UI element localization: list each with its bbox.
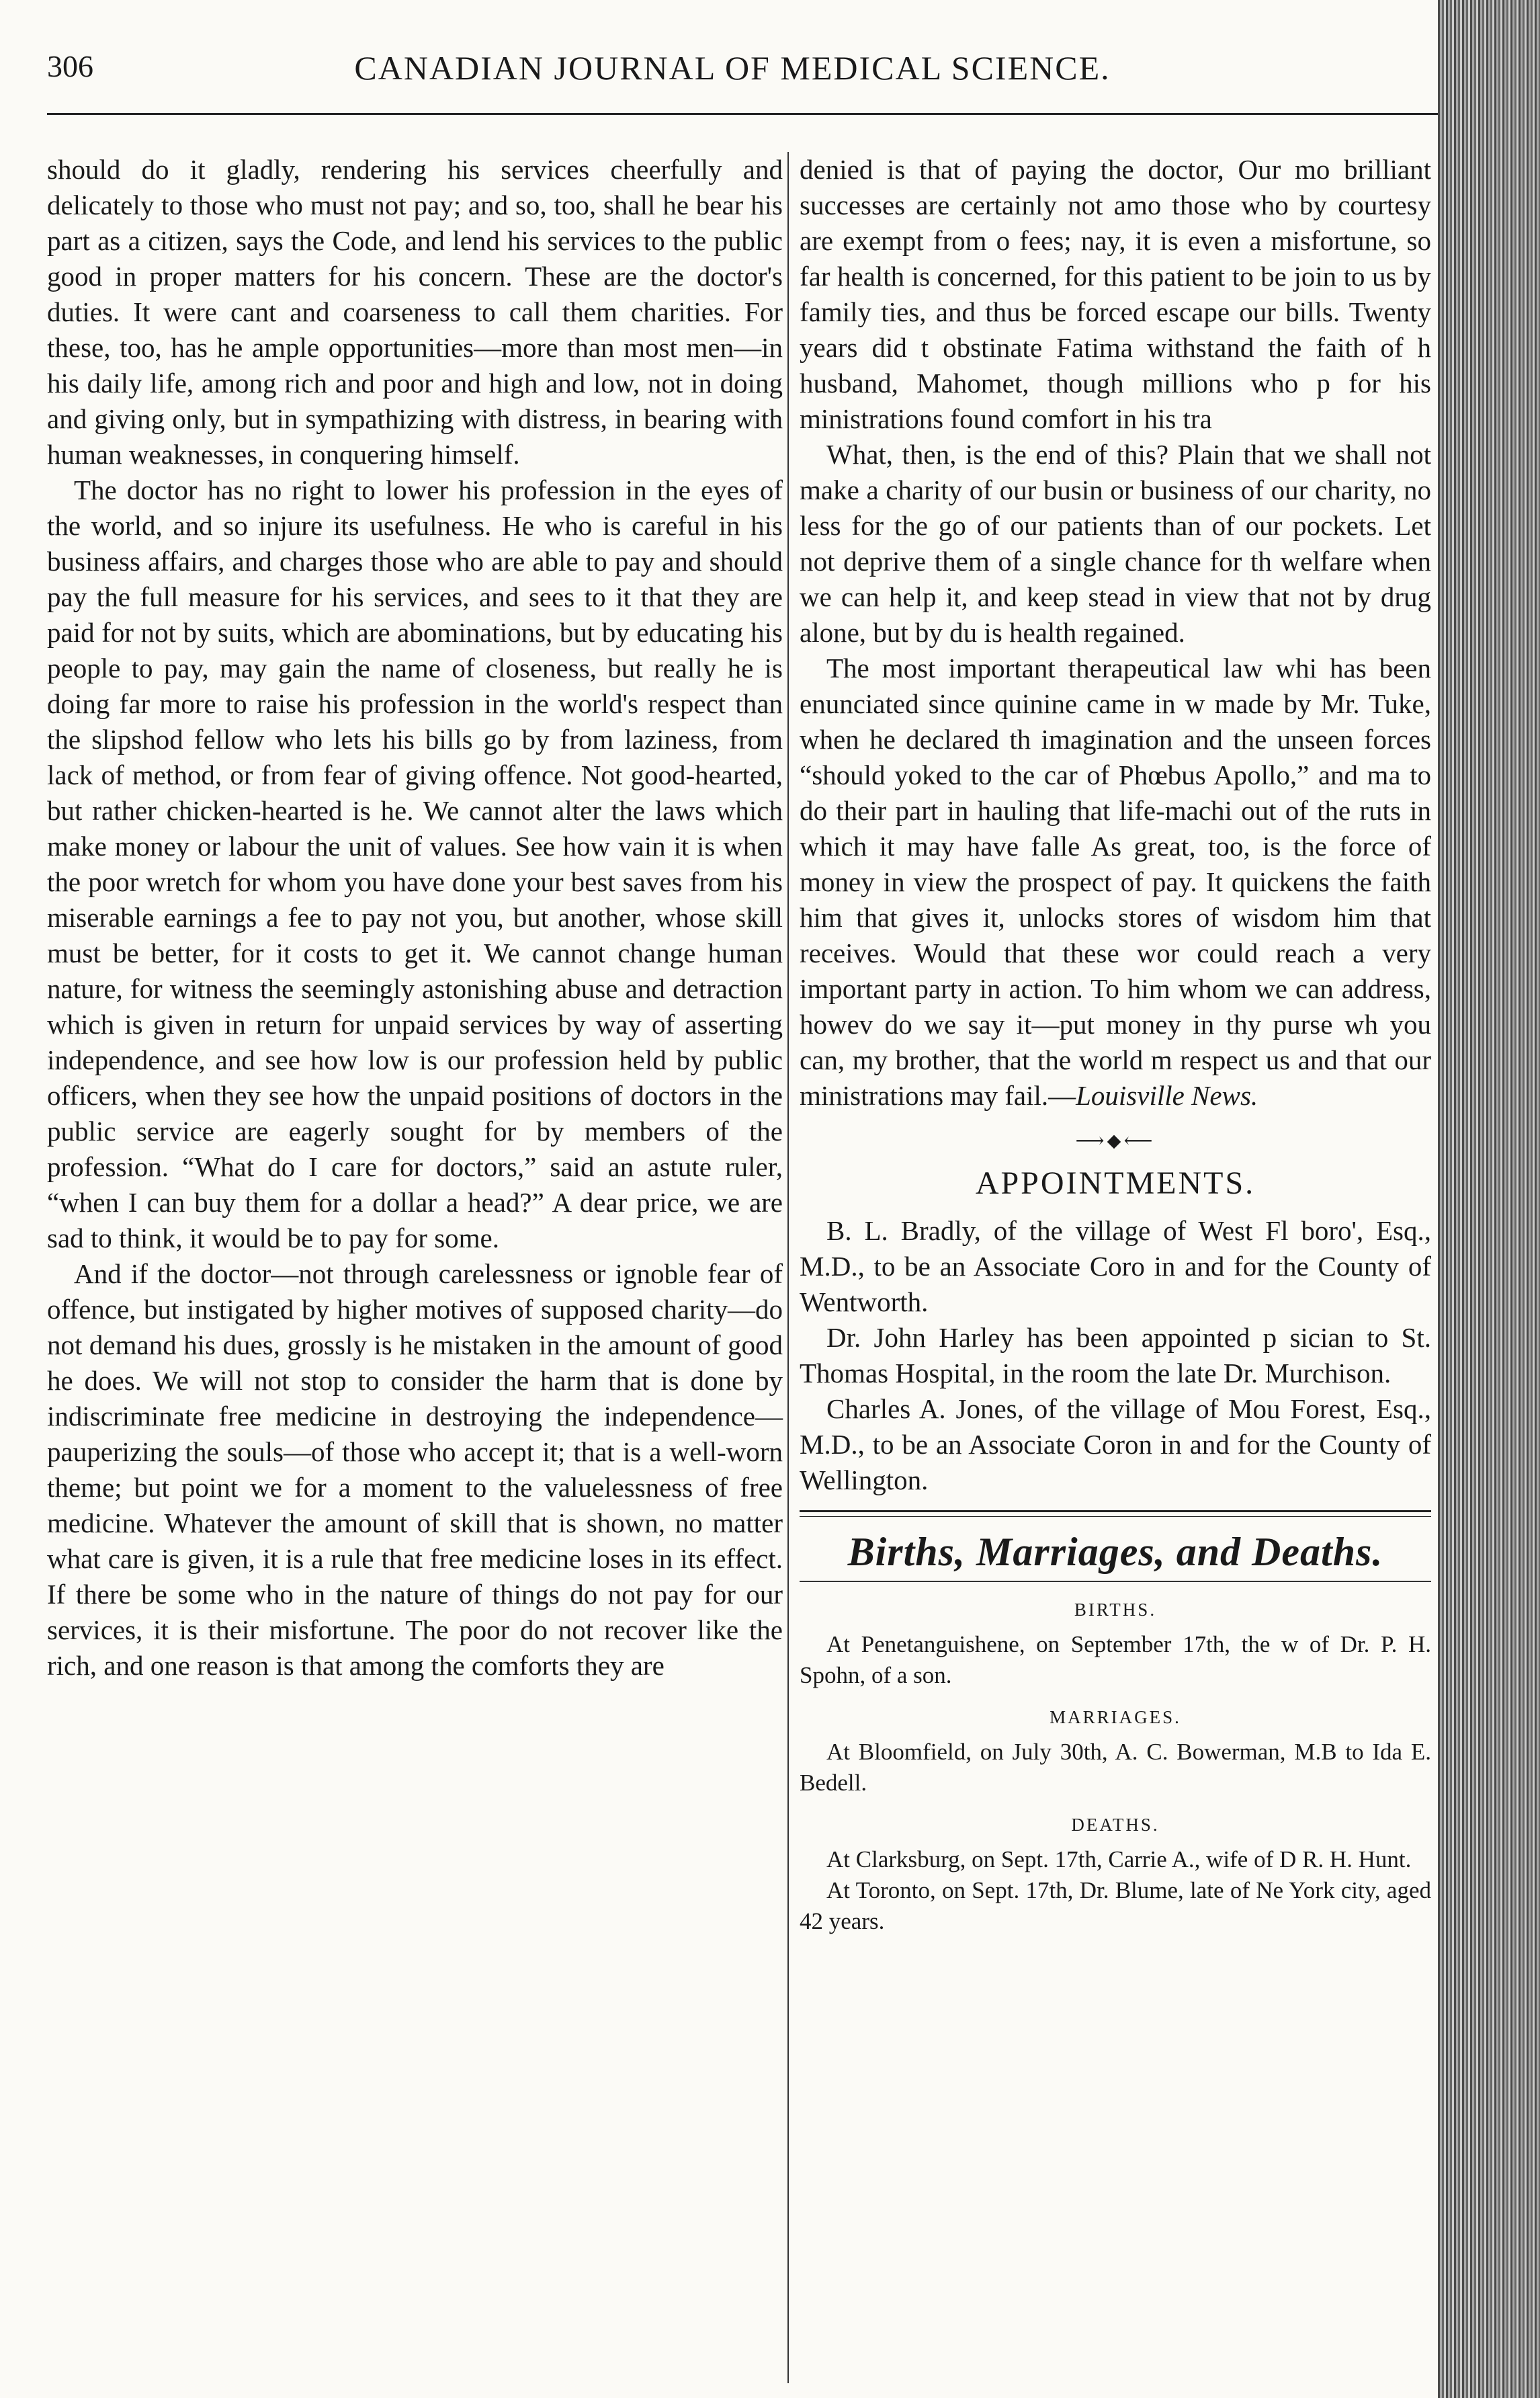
marriages-label: MARRIAGES. xyxy=(1050,1707,1181,1727)
paragraph: And if the doctor—not through carelessness or ignoble fear of offence, but instigated by higher motives of supposed charity—do not demand his dues, grossly is he mistaken in the amount of good he does. We will not stop to consider the harm that is done by indiscriminate free medicine in destroying the independence—pauperizing the souls—of those who accept it; that is a well-worn theme; but point we for a moment to the valuelessness of free medicine. Whatever the amount of skill that is shown, no matter what care is given, it is a rule that free medicine loses in its effect. If there be some who in the nature of things do not pay for our services, it is their misfortune. The poor do not recover like the rich, and one reason is that among the comforts they are xyxy=(47,1258,783,1681)
paragraph: denied is that of paying the doctor, Our mo brilliant successes are certainly not amo those who by courtesy are exempt from o fees; nay, it is even a misfortune, so far health is concerned, for this patient to be join to us by family ties, and thus be forced escape our bills. Twenty years did t obstinate Fatima withstand the faith of h husband, Mahomet, though millions who p for his ministrations found comfort in his tra xyxy=(800,154,1431,434)
divider-ornament: ⟶⬥⟵ xyxy=(1075,1130,1156,1152)
article-source: Louisville News. xyxy=(1076,1080,1258,1111)
header-rule xyxy=(47,113,1438,115)
journal-title: CANADIAN JOURNAL OF MEDICAL SCIENCE. xyxy=(354,49,1111,87)
appointment-item: Charles A. Jones, of the village of Mou Forest, Esq., M.D., to be an Associate Coron in and for the County of Wellington. xyxy=(800,1393,1431,1495)
paragraph-text: The most important therapeutical law whi has been enunciated since quinine came in w made by Mr. Tuke, when he declared th imagination and the unseen forces “should yoked to the car of Phœbus Apollo,” and ma to do their part in hauling that life-machi out of the ruts in which it may have falle As great, too, is the force of money in view the prospect of pay. It quickens the faith him that gives it, unlocks stores of wisdom him that receives. Would that these wor could reach a very important party in action. To him whom we can address, howev do we say it—put money in thy purse wh you can, my brother, that the world m respect us and that our ministrations may fail.— xyxy=(800,653,1431,1111)
paragraph: The doctor has no right to lower his profession in the eyes of the world, and so injure its usefulness. He who is careful in his business affairs, and charges those who are able to pay and should pay the full measure for his services, and sees to it that they are paid for not by suits, which are abominations, but by educating his people to pay, may gain the name of closeness, but really he is doing far more to raise his profession in the world's respect than the slipshod fellow who lets his bills go by from laziness, from lack of method, or from fear of giving offence. Not good-hearted, but rather chicken-hearted is he. We cannot alter the laws which make money or labour the unit of values. See how vain it is when the poor wretch for whom you have done your best saves from his miserable earnings a fee to pay not you, but another, whose skill must be better, for it costs to get it. We cannot change human nature, for witness the seemingly astonishing abuse and detraction which is given in return for unpaid services by way of asserting independence, and see how low is our profession held by public officers, when they see how the unpaid positions of doctors in the public service are eagerly sought for by members of the profession. “What do I care for doctors,” said an astute ruler, “when I can buy them for a dollar a head?” A dear price, we are sad to think, it would be to pay for some. xyxy=(47,474,783,1253)
page-number: 306 xyxy=(47,49,93,83)
births-label: BIRTHS. xyxy=(1074,1600,1157,1620)
scan-edge-shading xyxy=(1438,0,1540,2398)
deaths-label: DEATHS. xyxy=(1071,1815,1160,1835)
death-notice: At Toronto, on Sept. 17th, Dr. Blume, late of Ne York city, aged 42 years. xyxy=(800,1877,1431,1934)
appointments-heading: APPOINTMENTS. xyxy=(975,1165,1256,1201)
left-column xyxy=(47,152,783,1684)
right-column xyxy=(800,152,1431,1937)
notices xyxy=(800,1594,1431,1937)
death-notice: At Clarksburg, on Sept. 17th, Carrie A., wife of D R. H. Hunt. xyxy=(826,1846,1412,1872)
section-rule xyxy=(800,1510,1431,1517)
paragraph: What, then, is the end of this? Plain that we shall not make a charity of our busin or business of our charity, no less for the go of our patients than of our pockets. Let not deprive them of a single chance for th welfare when we can help it, and keep stead in view that not by drug alone, but by du is health regained. xyxy=(800,439,1431,648)
appointment-item: Dr. John Harley has been appointed p sician to St. Thomas Hospital, in the room the late Dr. Murchison. xyxy=(800,1322,1431,1389)
page-header xyxy=(47,48,1418,102)
appointment-item: B. L. Bradly, of the village of West Fl boro', Esq., M.D., to be an Associate Coro in and for the County of Wentworth. xyxy=(800,1215,1431,1317)
section-rule xyxy=(800,1581,1431,1582)
birth-notice: At Penetanguishene, on September 17th, the w of Dr. P. H. Spohn, of a son. xyxy=(800,1631,1431,1688)
paragraph xyxy=(800,651,1431,1114)
column-divider xyxy=(787,152,789,2383)
marriage-notice: At Bloomfield, on July 30th, A. C. Bowerman, M.B to Ida E. Bedell. xyxy=(800,1739,1431,1796)
bmd-heading: Births, Marriages, and Deaths. xyxy=(847,1530,1383,1574)
paragraph: should do it gladly, rendering his services cheerfully and delicately to those who must not pay; and so, too, shall he bear his part as a citizen, says the Code, and lend his services to the public good in proper matters for his concern. These are the doctor's duties. It were cant and coarseness to call them charities. For these, too, has he ample opportunities—more than most men—in his daily life, among rich and poor and high and low, not in doing and giving only, but in sympathizing with distress, in bearing with human weaknesses, in conquering himself. xyxy=(47,154,783,470)
